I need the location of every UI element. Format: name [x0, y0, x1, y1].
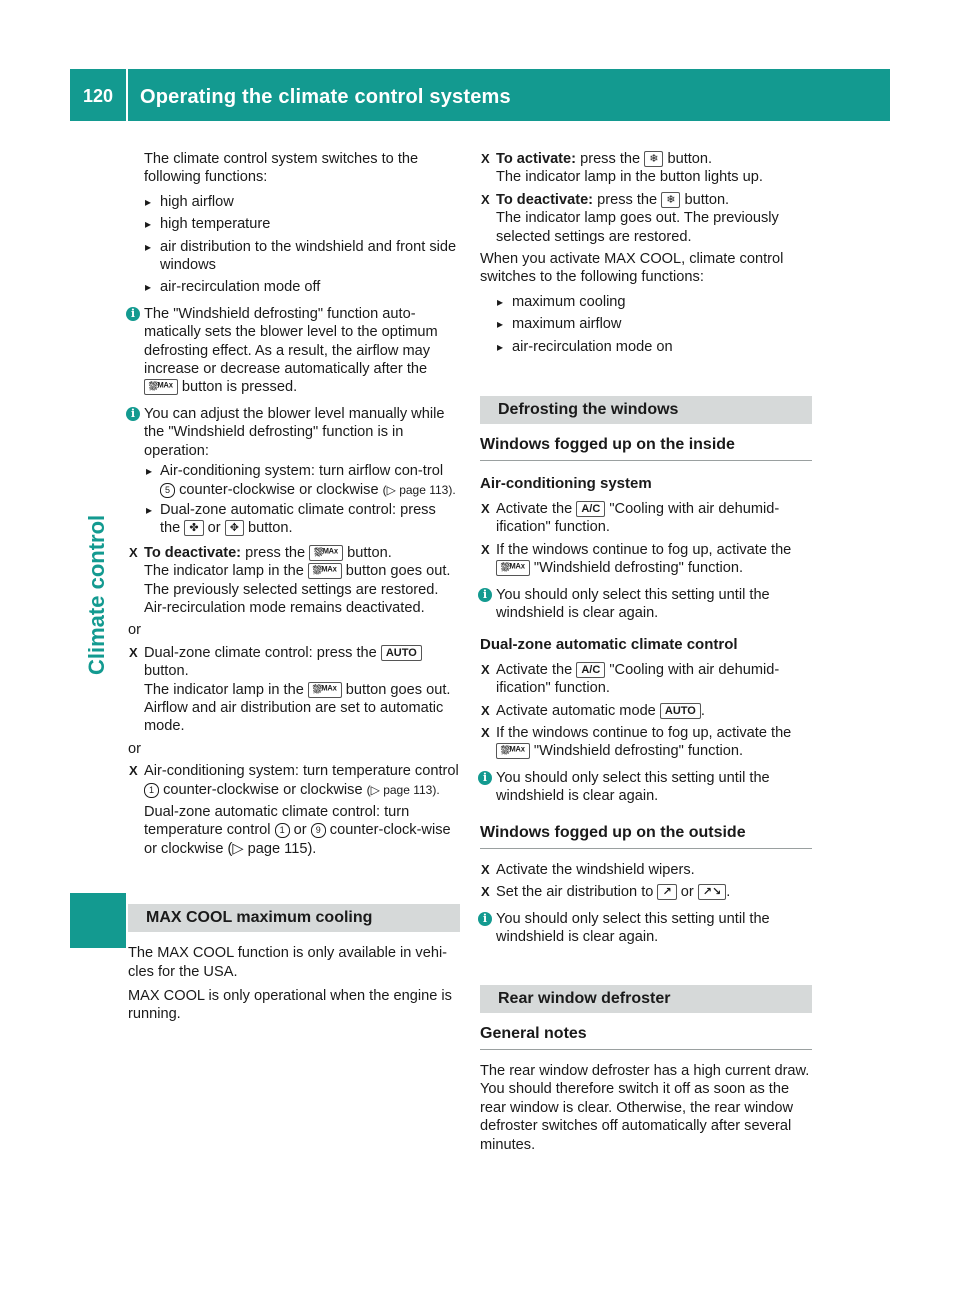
step-text: button. — [684, 191, 730, 208]
step-text: or — [293, 822, 307, 839]
list-item-text: button. — [247, 520, 293, 537]
step-text: Activate the — [496, 661, 573, 678]
auto-icon: AUTO — [660, 703, 701, 719]
windshield-airflow-icon: ↗ — [657, 884, 676, 900]
step-text: button. — [347, 544, 392, 561]
step — [480, 500, 812, 537]
step — [128, 762, 460, 858]
windshield-max-icon: ⛆ᴹᴬˣ — [309, 545, 343, 561]
control-number: 1 — [144, 783, 159, 798]
step-text: press the — [580, 151, 641, 167]
step-text: "Cooling with air dehumid-ification" function. — [496, 500, 780, 536]
list-item: ▸ air-recirculation mode on — [480, 338, 812, 356]
info-text: You should only select this setting until the windshield is clear again. — [496, 586, 770, 621]
list-item-text: counter-clockwise or clockwise — [179, 481, 379, 498]
right-column — [480, 150, 812, 1160]
paragraph: The rear window defroster has a high current draw. You should therefore switch it off as soon as the rear window is clear. Otherwise, the rear window defroster switches off automatically after several minutes. — [480, 1063, 810, 1153]
left-column — [128, 150, 460, 1030]
section-heading: MAX COOL maximum cooling — [128, 904, 460, 932]
info-icon: i — [126, 407, 140, 421]
step-text: The indicator lamp in the — [144, 681, 304, 698]
step-text: "Cooling with air dehumid-ification" function. — [496, 661, 780, 697]
info-text: button is pressed. — [181, 379, 298, 396]
step-text: If the windows continue to fog up, activate the — [496, 724, 792, 741]
page-title: Operating the climate control systems — [140, 86, 511, 108]
step-label: To deactivate: — [144, 544, 242, 561]
info-note — [480, 586, 812, 623]
list-item — [144, 501, 460, 538]
list-item: ▸ high temperature — [128, 215, 460, 233]
page-header — [70, 69, 890, 121]
ac-icon: A/C — [576, 501, 605, 517]
chapter-side-label: Climate control — [84, 514, 109, 675]
step-label: To deactivate: — [496, 191, 594, 208]
list-item-text: or — [207, 520, 221, 537]
info-text: You should only select this setting until the windshield is clear again. — [496, 769, 770, 805]
step-text: If the windows continue to fog up, activate the — [496, 541, 792, 558]
paragraph: The MAX COOL function is only available in vehi-cles for the USA. — [128, 945, 448, 980]
windshield-max-icon: ⛆ᴹᴬˣ — [308, 563, 342, 579]
step: X Set the air distribution to ↗ or ↗↘ . — [480, 883, 812, 901]
info-icon: i — [126, 307, 140, 321]
fan-up-icon: ✤ — [184, 520, 203, 536]
control-number: 1 — [275, 823, 290, 838]
subheading: Dual-zone automatic climate control — [480, 636, 738, 654]
step-text: press the — [597, 191, 658, 208]
list-item-text: Dual-zone automatic climate control: press the — [160, 501, 436, 537]
step-text: Activate automatic mode — [496, 702, 656, 719]
step-text: button. — [144, 663, 189, 680]
step-text: counter-clock-wise or clockwise (▷ page 115). — [144, 822, 451, 857]
header-divider — [126, 69, 128, 121]
section-heading: Defrosting the windows — [480, 396, 812, 424]
info-icon: i — [478, 588, 492, 602]
step-text: Dual-zone automatic climate control: turn temperature control — [144, 804, 410, 839]
info-text: You can adjust the blower level manually while the "Windshield defrosting" function is in operation: — [144, 405, 445, 459]
or-text: or — [128, 622, 141, 639]
step — [480, 191, 812, 246]
fan-down-icon: ✥ — [225, 520, 244, 536]
windshield-max-icon: ⛆ᴹᴬˣ — [496, 560, 530, 576]
info-note — [480, 769, 812, 806]
info-text: The "Windshield defrosting" function auto-matically sets the blower level to the optimum defrosting effect. As a result, the airflow may increase or decrease automatically after the — [144, 305, 438, 378]
subheading: Air-conditioning system — [480, 475, 652, 493]
step-text: The indicator lamp in the button lights up. — [496, 169, 763, 186]
step-text: button goes out. Airflow and air distribution are set to automatic mode. — [144, 681, 451, 735]
info-note — [128, 405, 460, 538]
list-item: ▸ air distribution to the windshield and front side windows — [128, 238, 460, 275]
info-icon: i — [478, 912, 492, 926]
step-label: To activate: — [496, 151, 577, 167]
chapter-marker — [70, 893, 126, 948]
step-text: Set the air distribution to — [496, 884, 654, 901]
step-text: or — [680, 884, 694, 901]
paragraph: When you activate MAX COOL, climate control switches to the following functions: — [480, 251, 784, 286]
info-icon: i — [478, 771, 492, 785]
page-ref: (▷ page 113). — [366, 782, 440, 797]
page-number: 120 — [82, 86, 114, 106]
control-number: 9 — [311, 823, 326, 838]
info-note — [480, 910, 812, 947]
page-ref: (▷ page 113). — [382, 482, 456, 497]
subsection-heading: General notes — [480, 1025, 812, 1050]
windshield-footwell-airflow-icon: ↗↘ — [698, 884, 726, 900]
step — [480, 661, 812, 698]
list-item: ▸ air-recirculation mode off — [128, 278, 460, 296]
step — [480, 541, 812, 578]
step-text: "Windshield defrosting" function. — [533, 560, 744, 577]
list-item: ▸ maximum airflow — [480, 315, 812, 333]
info-note — [128, 305, 460, 397]
step-text: press the — [245, 544, 306, 561]
or-text: or — [128, 740, 141, 757]
intro-text: The climate control system switches to the following functions: — [144, 151, 419, 186]
max-cool-icon: ❄ — [644, 151, 663, 167]
step — [480, 724, 812, 761]
step-text: button. — [667, 151, 713, 167]
step-text: The indicator lamp in the — [144, 563, 304, 580]
list-item — [144, 462, 460, 499]
subsection-heading: Windows fogged up on the outside — [480, 824, 812, 849]
list-item: ▸ high airflow — [128, 193, 460, 211]
step: X Activate the windshield wipers. — [480, 861, 812, 879]
step-text: Air-conditioning system: turn temperature control — [144, 763, 459, 780]
step — [128, 644, 460, 736]
step-text: The indicator lamp goes out. The previously selected settings are restored. — [496, 210, 779, 245]
step-text: Dual-zone climate control: press the — [144, 644, 377, 661]
windshield-max-icon: ⛆ᴹᴬˣ — [144, 379, 178, 395]
list-item-text: Air-conditioning system: turn airflow con-trol — [160, 463, 444, 480]
step-text: button goes out. The previously selected settings are restored. Air-recirculation mode remains deactivated. — [144, 563, 451, 616]
step-text: Activate the — [496, 500, 573, 517]
max-cool-icon: ❄ — [661, 192, 680, 208]
section-heading: Rear window defroster — [480, 985, 812, 1013]
step — [128, 544, 460, 618]
paragraph: MAX COOL is only operational when the engine is running. — [128, 988, 452, 1023]
ac-icon: A/C — [576, 662, 605, 678]
step-text: "Windshield defrosting" function. — [533, 743, 744, 760]
windshield-max-icon: ⛆ᴹᴬˣ — [308, 682, 342, 698]
windshield-max-icon: ⛆ᴹᴬˣ — [496, 743, 530, 759]
info-text: You should only select this setting until the windshield is clear again. — [496, 910, 770, 946]
auto-icon: AUTO — [381, 645, 422, 661]
list-item: ▸ maximum cooling — [480, 293, 812, 311]
subsection-heading: Windows fogged up on the inside — [480, 436, 812, 461]
step-text: counter-clockwise or clockwise — [163, 781, 363, 798]
step: X Activate automatic mode AUTO . — [480, 702, 812, 720]
step — [480, 150, 812, 187]
control-number: 5 — [160, 483, 175, 498]
